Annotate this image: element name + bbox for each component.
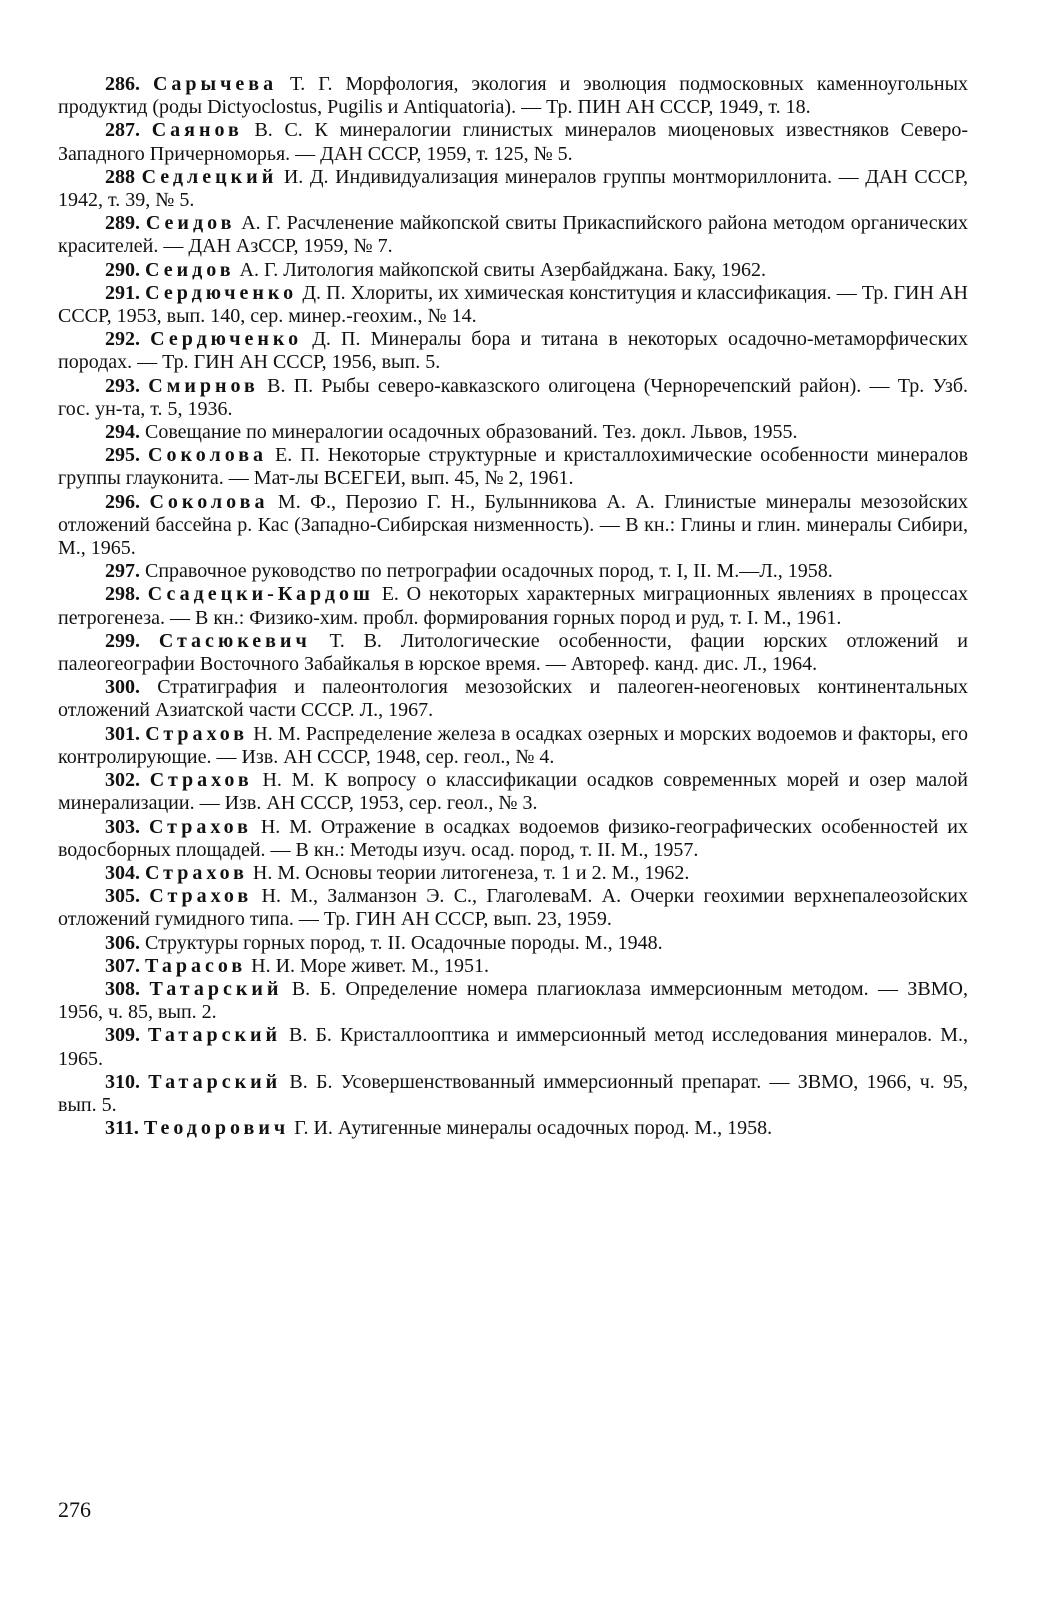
bibliography-entry (58, 166, 968, 212)
bibliography-entry (58, 560, 968, 583)
entry-number: 306. (105, 931, 140, 954)
entry-text: Н. М. Распределение железа в осадках озерных и морских водоемов и факторы, его контролирующие. — Изв. АН СССР, 1948, сер. геол., № 4. (58, 722, 968, 768)
entry-author: Теодорович (143, 1117, 290, 1140)
entry-author: Соколова (149, 490, 269, 513)
entry-number: 308. (105, 977, 140, 1000)
entry-text: М. Ф., Перозио Г. Н., Булынникова А. А. Глинистые минералы мезозойских отложений бассейна р. Кас (Западно-Сибирская низменность). — В кн.: Глины и глин. минералы Сибири, М., 1965. (58, 490, 969, 560)
entry-text: В. Б. Усовершенствованный иммерсионный препарат. — ЗВМО, 1966, ч. 95, вып. 5. (58, 1070, 969, 1116)
bibliography-entry (58, 259, 968, 282)
entry-text: Е. О некоторых характерных миграционных явлениях в процессах петрогенеза. — В кн.: Физико-хим. пробл. формирования горных пород и руд, т. I. М., 1961. (58, 583, 968, 629)
entry-text: Н. М. К вопросу о классификации осадков современных морей и озер малой минерализации. — Изв. АН СССР, 1953, сер. геол., № 3. (58, 769, 968, 815)
entry-author: Сердюченко (150, 328, 303, 351)
entry-number: 305. (105, 885, 140, 908)
entry-number: 311. (105, 1117, 139, 1140)
entry-author: Смирнов (148, 374, 259, 397)
entry-number: 293. (105, 374, 140, 397)
bibliography-entry (58, 676, 968, 722)
entry-text: Справочное руководство по петрографии осадочных пород, т. I, II. М.—Л., 1958. (145, 560, 833, 583)
bibliography-entry (58, 955, 968, 978)
bibliography-entry (58, 630, 968, 676)
entry-author: Сеидов (145, 212, 236, 235)
entry-author: Седлецкий (141, 165, 278, 188)
entry-number: 304. (105, 861, 140, 884)
bibliography-entry (58, 816, 968, 862)
entry-author: Страхов (149, 885, 253, 908)
entry-author: Сеидов (145, 258, 235, 281)
entry-author: Страхов (145, 861, 248, 884)
entry-number: 292. (105, 328, 140, 351)
entry-text: В. С. К минералогии глинистых минералов миоценовых известняков Северо-Западного Причерноморья. — ДАН СССР, 1959, т. 125, № 5. (58, 119, 969, 165)
bibliography-entry (58, 723, 968, 769)
bibliography-entry (58, 73, 968, 119)
entry-text: В. П. Рыбы северо-кавказского олигоцена (Черноречепский район). — Тр. Узб. гос. ун-та, т. 5, 1936. (58, 374, 969, 420)
entry-number: 299. (105, 629, 140, 652)
bibliography-entry (58, 421, 968, 444)
entry-number: 287. (105, 119, 140, 142)
entry-number: 286. (105, 73, 140, 95)
entry-text: Н. И. Море живет. М., 1951. (246, 954, 489, 977)
entry-author: Стасюкевич (158, 629, 311, 652)
entry-author: Татарский (148, 1070, 282, 1093)
entry-number: 289. (105, 212, 140, 235)
entry-author: Тарасов (145, 954, 247, 977)
entry-number: 288 (105, 165, 135, 188)
entry-number: 295. (105, 444, 140, 467)
bibliography-entry (58, 444, 968, 490)
entry-number: 300. (105, 676, 140, 699)
entry-text: Стратиграфия и палеонтология мезозойских и палеоген-неогеновых континентальных отложений Азиатской части СССР. Л., 1967. (58, 676, 968, 722)
entry-text: Д. П. Минералы бора и титана в некоторых осадочно-метаморфических породах. — Тр. ГИН АН СССР, 1956, вып. 5. (58, 328, 968, 374)
entry-text: А. Г. Расчленение майкопской свиты Прикаспийского района методом органических красителей. — ДАН АзССР, 1959, № 7. (58, 212, 968, 258)
entry-text: В. Б. Определение номера плагиоклаза иммерсионным методом. — ЗВМО, 1956, ч. 85, вып. 2. (58, 977, 969, 1024)
bibliography-entry (58, 583, 968, 629)
entry-text: И. Д. Индивидуализация минералов группы монтмориллонита. — ДАН СССР, 1942, т. 39, № 5. (58, 165, 968, 212)
bibliography-entry (58, 212, 968, 258)
entry-author: Саянов (151, 119, 243, 142)
entry-author: Сердюченко (145, 281, 298, 304)
entry-author: Татарский (149, 977, 283, 1000)
entry-author: Ссадецки-Кардош (147, 583, 374, 606)
bibliography-entry (58, 119, 968, 165)
entry-number: 297. (105, 560, 140, 583)
bibliography-entry (58, 769, 968, 815)
bibliography-entry (58, 1024, 968, 1070)
bibliography-entry (58, 282, 968, 328)
entry-text: Г. И. Аутигенные минералы осадочных пород. М., 1958. (289, 1117, 773, 1140)
entry-text: Е. П. Некоторые структурные и кристаллохимические особенности минералов группы глауконита. — Мат-лы ВСЕГЕИ, вып. 45, № 2, 1961. (58, 444, 969, 490)
entry-text: Н. М., Залманзон Э. С., ГлаголеваМ. А. Очерки геохимии верхнепалеозойских отложений гумидного типа. — Тр. ГИН АН СССР, вып. 23, 1959. (58, 885, 969, 931)
entry-text: Т. В. Литологические особенности, фации юрских отложений и палеогеографии Восточного Забайкалья в юрское время. — Автореф. канд. дис. Л., 1964. (58, 629, 968, 676)
entry-number: 302. (105, 769, 140, 792)
entry-text: В. Б. Кристаллооптика и иммерсионный метод исследования минералов. М., 1965. (58, 1024, 968, 1070)
entry-author: Соколова (148, 444, 268, 467)
entry-number: 303. (105, 815, 140, 838)
entry-number: 294. (105, 421, 140, 444)
entry-author: Татарский (148, 1024, 282, 1047)
bibliography-entry (58, 1071, 968, 1117)
bibliography-entry (58, 375, 968, 421)
bibliography-entry (58, 1117, 968, 1140)
entry-number: 310. (105, 1070, 140, 1093)
entry-number: 301. (105, 722, 140, 745)
entry-text: Структуры горных пород, т. II. Осадочные породы. М., 1948. (145, 931, 663, 954)
bibliography-entry (58, 932, 968, 955)
entry-author: Страхов (148, 815, 252, 838)
entry-number: 307. (105, 954, 140, 977)
entry-author: Страхов (149, 769, 253, 792)
bibliography-entry (58, 862, 968, 885)
entry-text: А. Г. Литология майкопской свиты Азербайджана. Баку, 1962. (234, 258, 767, 281)
bibliography-list (58, 73, 968, 1140)
page-number: 276 (58, 1497, 91, 1522)
bibliography-entry (58, 978, 968, 1024)
entry-text: Н. М. Отражение в осадках водоемов физико-географических особенностей их водосборных площадей. — В кн.: Методы изуч. осад. пород, т. II. М., 1957. (58, 815, 969, 861)
entry-number: 296. (105, 490, 140, 513)
entry-text: Н. М. Основы теории литогенеза, т. 1 и 2. М., 1962. (247, 861, 690, 884)
bibliography-entry (58, 328, 968, 374)
entry-number: 298. (105, 583, 140, 606)
entry-number: 291. (105, 281, 140, 304)
entry-text: Совещание по минералогии осадочных образований. Тез. докл. Львов, 1955. (145, 421, 798, 444)
entry-text: Д. П. Хлориты, их химическая конституция и классификация. — Тр. ГИН АН СССР, 1953, вып. 140, сер. минер.-геохим., № 14. (58, 281, 968, 328)
entry-author: Страхов (145, 722, 249, 745)
bibliography-entry (58, 885, 968, 931)
entry-number: 309. (105, 1024, 140, 1047)
entry-text: Т. Г. Морфология, экология и эволюция подмосковных каменноугольных продуктид (роды Dictyoclostus, Pugilis и Antiquatoria). — Тр. ПИН АН СССР, 1949, т. 18. (58, 73, 969, 119)
entry-author: Сарычева (152, 73, 278, 95)
bibliography-entry (58, 491, 968, 561)
entry-number: 290. (105, 258, 140, 281)
